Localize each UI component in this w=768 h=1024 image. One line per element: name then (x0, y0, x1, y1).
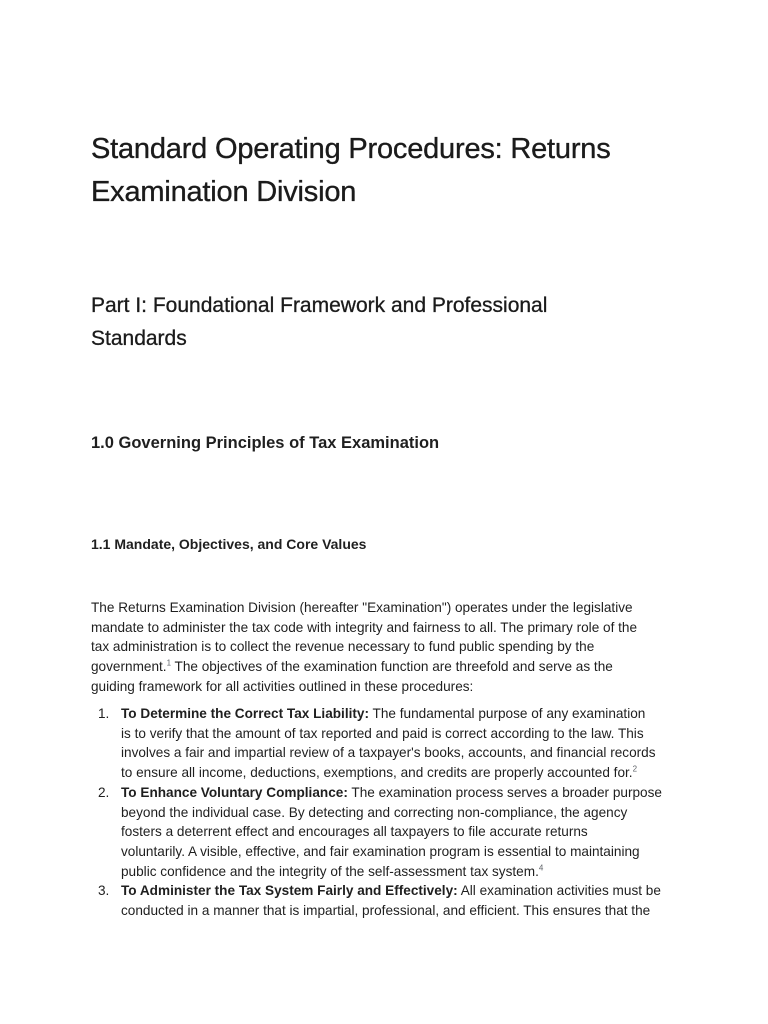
document-title (91, 128, 691, 214)
list-item-body: All examination activities must be (457, 883, 661, 899)
footnote-marker[interactable]: 1 (166, 658, 172, 668)
intro-line: mandate to administer the tax code with integrity and fairness to all. The primary role of the (91, 619, 638, 635)
list-item-text (121, 783, 691, 882)
list-item-number: 2. (98, 784, 110, 800)
section-title: 1.0 Governing Principles of Tax Examination (91, 434, 440, 452)
list-item (91, 783, 691, 882)
list-item-body: The examination process serves a broader purpose (347, 784, 662, 800)
intro-text: government. (91, 659, 167, 675)
objectives-list (91, 704, 691, 921)
list-item-heading: To Administer the Tax System Fairly and Effectively: (121, 883, 458, 899)
list-item-heading: To Enhance Voluntary Compliance: (121, 784, 348, 800)
intro-line (91, 657, 671, 677)
part-title-line-2: Standards (91, 327, 187, 350)
list-item-heading: To Determine the Correct Tax Liability: (121, 706, 370, 721)
list-item-line: fosters a deterrent effect and encourages all taxpayers to file accurate returns (121, 824, 588, 840)
subsection-title: 1.1 Mandate, Objectives, and Core Values (91, 536, 367, 552)
list-item-line: voluntarily. A visible, effective, and fair examination program is essential to maintaining (121, 843, 640, 859)
list-item-body: The fundamental purpose of any examination (369, 706, 646, 721)
intro-line: tax administration is to collect the revenue necessary to fund public spending by the (91, 639, 595, 655)
list-item-text (121, 704, 691, 783)
list-item (91, 704, 691, 783)
intro-paragraph (91, 598, 671, 697)
part-title (91, 289, 651, 355)
list-item-line: involves a fair and impartial review of a taxpayer's books, accounts, and financial records (121, 745, 656, 761)
list-item (91, 881, 691, 920)
intro-line: guiding framework for all activities outlined in these procedures: (91, 678, 474, 694)
footnote-marker[interactable]: 2 (632, 764, 638, 774)
intro-line: The Returns Examination Division (hereafter "Examination") operates under the legislative (91, 600, 633, 615)
part-title-line-1: Part I: Foundational Framework and Professional (91, 294, 548, 317)
document-title-line-1: Standard Operating Procedures: Returns (91, 133, 611, 165)
list-item-text (121, 881, 691, 920)
list-item-line: is to verify that the amount of tax reported and paid is correct according to the law. This (121, 725, 644, 741)
document-title-line-2: Examination Division (91, 176, 357, 208)
intro-text: The objectives of the examination function are threefold and serve as the (171, 659, 613, 675)
list-item-line (121, 763, 691, 783)
list-item-line (121, 783, 691, 803)
list-item-line (121, 704, 691, 724)
list-item-line (121, 881, 691, 901)
list-item-number: 3. (98, 883, 110, 899)
list-item-line (121, 862, 691, 882)
list-item-line: beyond the individual case. By detecting and correcting non-compliance, the agency (121, 804, 628, 820)
footnote-marker[interactable]: 4 (538, 863, 544, 873)
list-item-body: public confidence and the integrity of the self-assessment tax system. (121, 863, 539, 879)
list-item-line: conducted in a manner that is impartial, professional, and efficient. This ensures that the (121, 903, 651, 919)
list-item-number: 1. (98, 706, 110, 721)
list-item-body: to ensure all income, deductions, exemptions, and credits are properly accounted for. (121, 765, 633, 781)
